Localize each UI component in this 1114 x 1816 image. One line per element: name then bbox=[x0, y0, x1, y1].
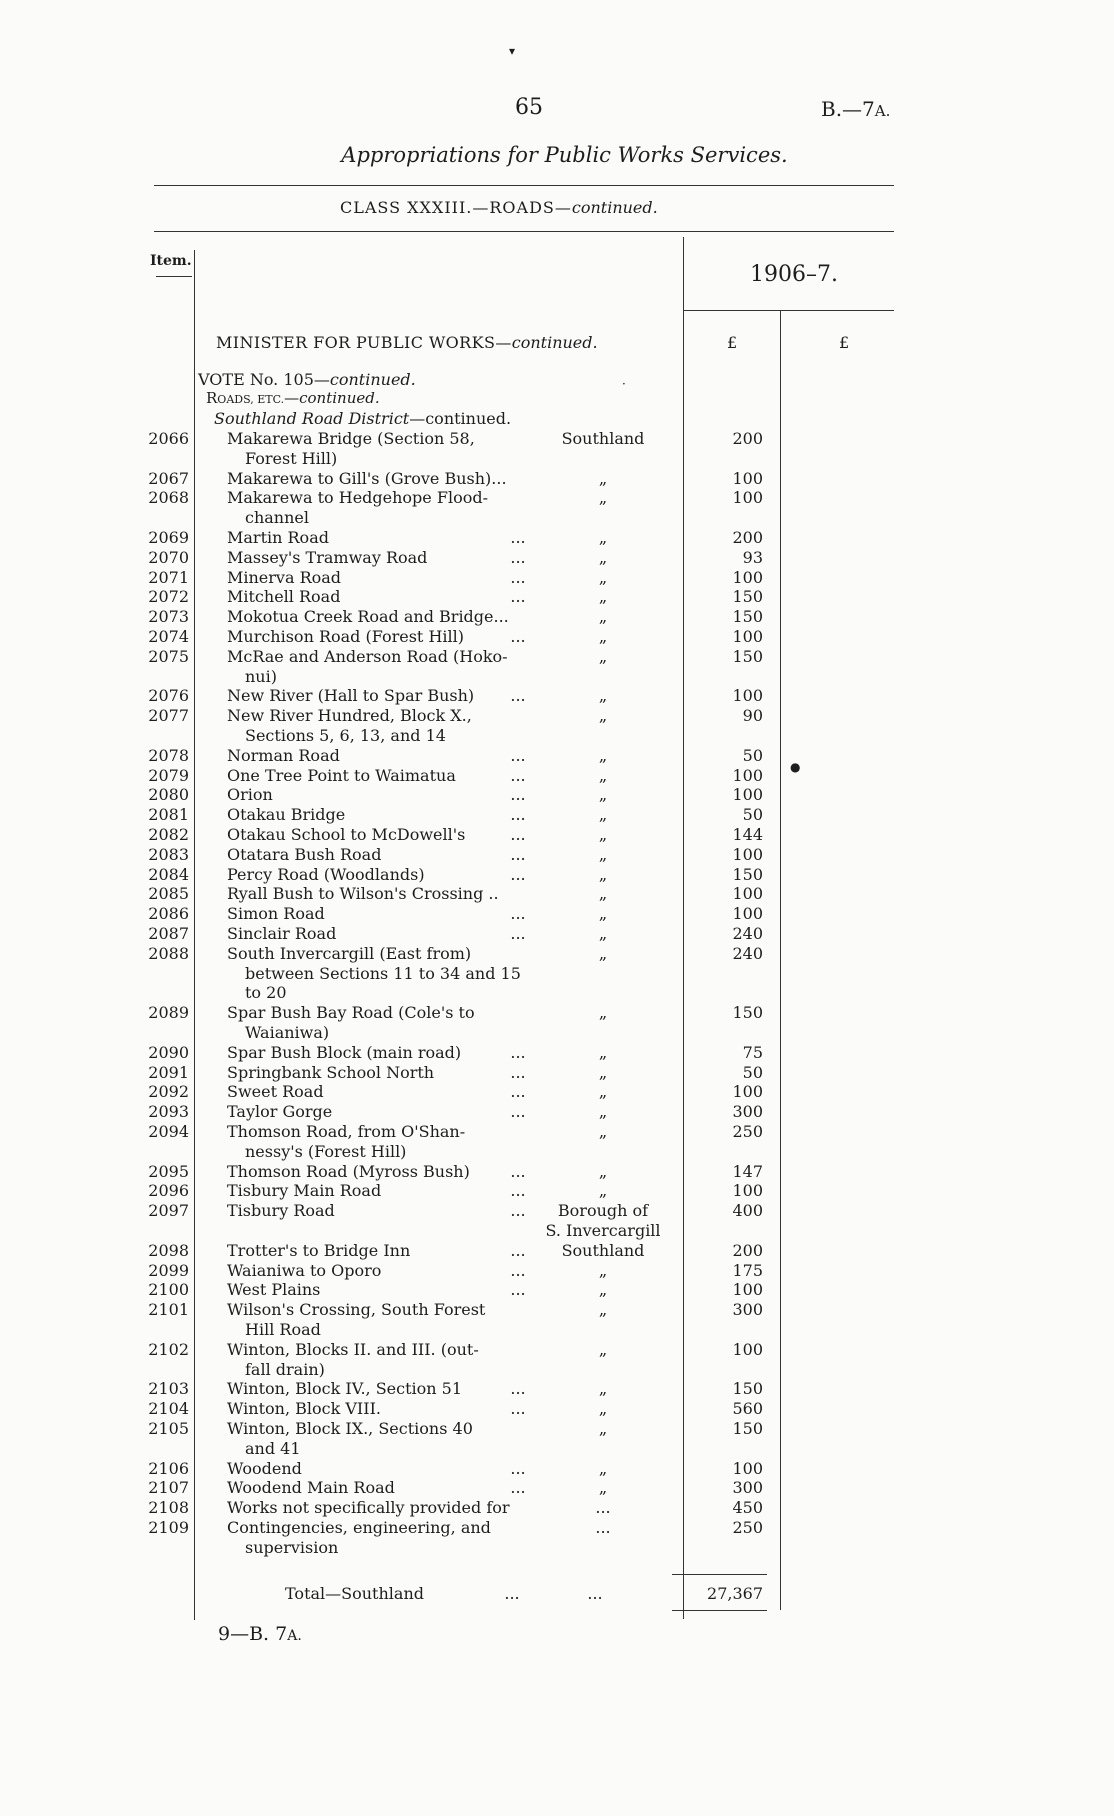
item-description bbox=[227, 528, 532, 548]
description-continuation: Sections 5, 6, 13, and 14 bbox=[245, 725, 446, 745]
leader-dots: ... bbox=[510, 1161, 526, 1181]
authority-name: „ bbox=[598, 943, 608, 963]
item-description bbox=[227, 568, 532, 588]
leader-dots: ... bbox=[510, 547, 526, 567]
item-description bbox=[227, 1201, 532, 1221]
item-number: 2106 bbox=[148, 1458, 189, 1478]
amount: 100 bbox=[732, 765, 763, 785]
year-column-header: 1906–7. bbox=[750, 262, 838, 287]
item-number: 2069 bbox=[148, 528, 189, 547]
item-number: 2099 bbox=[148, 1260, 189, 1280]
amount: 50 bbox=[742, 745, 763, 765]
authority-name: „ bbox=[598, 1042, 608, 1062]
amount: 100 bbox=[732, 1082, 763, 1102]
description-line: Simon Road bbox=[227, 904, 325, 924]
description-line: Winton, Block VIII. bbox=[227, 1399, 381, 1419]
item-description bbox=[227, 785, 532, 805]
amount: 147 bbox=[732, 1161, 763, 1181]
description-line: Tisbury Main Road bbox=[227, 1181, 382, 1201]
item-number: 2071 bbox=[148, 567, 189, 587]
description-line: Wilson's Crossing, South Forest bbox=[227, 1300, 486, 1320]
item-number: 2095 bbox=[148, 1161, 189, 1181]
item-number: 2080 bbox=[148, 785, 189, 805]
item-number: 2098 bbox=[148, 1240, 189, 1260]
leader-dots: ... bbox=[510, 1458, 526, 1478]
page-number: 65 bbox=[515, 95, 543, 120]
leader-dots: ... bbox=[510, 904, 526, 924]
item-number: 2088 bbox=[148, 943, 189, 963]
item-number: 2093 bbox=[148, 1102, 189, 1122]
description-line: Waianiwa to Oporo bbox=[227, 1260, 382, 1280]
amount: 240 bbox=[732, 924, 763, 943]
authority-name: „ bbox=[598, 1122, 608, 1141]
authority-name: „ bbox=[598, 765, 608, 785]
authority-name: „ bbox=[598, 1300, 608, 1320]
authority-name: „ bbox=[598, 864, 608, 884]
leader-dots: ... bbox=[510, 765, 526, 785]
district-heading: Southland Road District—continued. bbox=[214, 409, 512, 428]
amount: 250 bbox=[732, 1518, 763, 1537]
item-description bbox=[227, 845, 532, 865]
authority-name: „ bbox=[598, 468, 608, 488]
speck-mark: ▾ bbox=[509, 44, 516, 58]
description-continuation: supervision bbox=[245, 1537, 339, 1557]
item-number: 2084 bbox=[148, 864, 189, 884]
description-line: Trotter's to Bridge Inn bbox=[227, 1240, 411, 1260]
item-number: 2101 bbox=[148, 1300, 189, 1320]
description-line: Springbank School North bbox=[227, 1062, 435, 1082]
authority-name: „ bbox=[598, 646, 608, 666]
description-continuation: between Sections 11 to 34 and 15 to 20 bbox=[245, 963, 521, 1003]
speck-mark: · bbox=[622, 377, 626, 391]
item-description bbox=[227, 825, 532, 845]
item-number: 2074 bbox=[148, 627, 189, 646]
authority-name: Southland bbox=[561, 1240, 645, 1260]
amount: 100 bbox=[732, 488, 763, 508]
item-number: 2109 bbox=[148, 1518, 189, 1537]
description-line: Thomson Road, from O'Shan- bbox=[227, 1122, 466, 1141]
total-bottom-rule bbox=[672, 1610, 767, 1611]
item-description bbox=[227, 706, 532, 746]
item-number: 2076 bbox=[148, 686, 189, 706]
item-description bbox=[227, 1122, 532, 1162]
leader-dots: ... bbox=[510, 1240, 526, 1260]
item-number: 2085 bbox=[148, 884, 189, 904]
authority-name: „ bbox=[598, 528, 608, 547]
item-description bbox=[227, 1063, 532, 1083]
amount: 100 bbox=[732, 567, 763, 587]
description-line: Contingencies, engineering, and bbox=[227, 1518, 491, 1537]
description-line: Martin Road bbox=[227, 528, 329, 547]
description-line: Taylor Gorge bbox=[227, 1102, 333, 1122]
authority-name: „ bbox=[598, 1161, 608, 1181]
item-number: 2068 bbox=[148, 488, 189, 508]
leader-dots: ... bbox=[510, 864, 526, 884]
amount: 150 bbox=[732, 864, 763, 884]
leader-dots: ... bbox=[510, 825, 526, 844]
authority-name: „ bbox=[598, 1478, 608, 1498]
item-description bbox=[227, 1459, 532, 1479]
leader-dots: ... bbox=[510, 627, 526, 646]
description-line: Spar Bush Bay Road (Cole's to bbox=[227, 1003, 475, 1023]
description-line: South Invercargill (East from) bbox=[227, 943, 472, 963]
item-description bbox=[227, 746, 532, 766]
description-line: One Tree Point to Waimatua bbox=[227, 765, 456, 785]
description-continuation: Waianiwa) bbox=[245, 1022, 330, 1042]
description-line: Works not specifically provided for bbox=[227, 1498, 510, 1518]
description-line: Makarewa Bridge (Section 58, bbox=[227, 429, 475, 448]
second-amount-column-rule bbox=[780, 310, 781, 1610]
item-number: 2078 bbox=[148, 745, 189, 765]
item-number: 2082 bbox=[148, 825, 189, 844]
item-description bbox=[227, 607, 532, 627]
authority-name: „ bbox=[598, 825, 608, 844]
item-description bbox=[227, 865, 532, 885]
item-description bbox=[227, 587, 532, 607]
description-continuation: nessy's (Forest Hill) bbox=[245, 1141, 407, 1161]
leader-dots: ... bbox=[510, 1478, 526, 1498]
item-number: 2108 bbox=[148, 1498, 189, 1518]
item-description bbox=[227, 686, 532, 706]
item-number: 2107 bbox=[148, 1478, 189, 1498]
description-continuation: Forest Hill) bbox=[245, 448, 338, 468]
amount: 150 bbox=[732, 1379, 763, 1399]
authority-name: Borough of bbox=[557, 1201, 649, 1221]
description-line: New River (Hall to Spar Bush) bbox=[227, 686, 475, 706]
description-line: Spar Bush Block (main road) bbox=[227, 1042, 462, 1062]
rule-under-title bbox=[154, 185, 894, 186]
amount: 100 bbox=[732, 1280, 763, 1300]
authority-name: „ bbox=[598, 1102, 608, 1122]
item-description bbox=[227, 1399, 532, 1419]
total-dots: ... bbox=[504, 1584, 520, 1603]
authority-name: „ bbox=[598, 1062, 608, 1082]
item-description bbox=[227, 1300, 532, 1340]
item-description bbox=[227, 805, 532, 825]
item-column-header: Item. bbox=[150, 253, 192, 269]
amount: 100 bbox=[732, 1181, 763, 1201]
description-line: Mitchell Road bbox=[227, 587, 341, 607]
leader-dots: ... bbox=[510, 1260, 526, 1280]
leader-dots: ... bbox=[510, 1379, 526, 1399]
item-number: 2077 bbox=[148, 706, 189, 726]
description-line: Winton, Block IX., Sections 40 bbox=[227, 1419, 473, 1438]
authority-name: „ bbox=[598, 1458, 608, 1478]
leader-dots: ... bbox=[510, 1201, 526, 1221]
speck-mark: ● bbox=[790, 760, 801, 774]
amount: 250 bbox=[732, 1122, 763, 1141]
amount: 90 bbox=[742, 706, 763, 726]
item-description bbox=[227, 548, 532, 568]
item-number: 2091 bbox=[148, 1062, 189, 1082]
item-number: 2090 bbox=[148, 1042, 189, 1062]
amount: 100 bbox=[732, 1458, 763, 1478]
description-line: Makarewa to Gill's (Grove Bush)... bbox=[227, 468, 507, 488]
pound-sign-2: £ bbox=[839, 333, 850, 352]
total-label: Total—Southland bbox=[285, 1584, 424, 1603]
year-header-rule bbox=[684, 310, 894, 311]
vote-heading: VOTE No. 105—continued. bbox=[198, 370, 416, 389]
leader-dots: ... bbox=[510, 785, 526, 805]
authority-continuation: S. Invercargill bbox=[545, 1220, 661, 1240]
authority-name: „ bbox=[598, 607, 608, 627]
description-continuation: channel bbox=[245, 508, 309, 528]
description-continuation: and 41 bbox=[245, 1438, 301, 1458]
description-line: Otakau Bridge bbox=[227, 805, 346, 825]
amount: 100 bbox=[732, 785, 763, 805]
authority-name: „ bbox=[598, 627, 608, 646]
item-description bbox=[227, 1082, 532, 1102]
authority-name: „ bbox=[598, 805, 608, 825]
amount: 300 bbox=[732, 1102, 763, 1122]
item-number: 2066 bbox=[148, 429, 189, 448]
leader-dots: ... bbox=[510, 528, 526, 547]
item-description bbox=[227, 1478, 532, 1498]
authority-name: „ bbox=[598, 884, 608, 904]
amount: 100 bbox=[732, 686, 763, 706]
description-line: Tisbury Road bbox=[227, 1201, 335, 1221]
minister-heading: MINISTER FOR PUBLIC WORKS—continued. bbox=[216, 333, 598, 352]
item-description bbox=[227, 1498, 532, 1518]
item-description bbox=[227, 647, 532, 687]
item-description bbox=[227, 904, 532, 924]
description-line: Minerva Road bbox=[227, 567, 342, 587]
authority-name: „ bbox=[598, 785, 608, 805]
amount: 560 bbox=[732, 1399, 763, 1419]
description-line: Orion bbox=[227, 785, 273, 805]
authority-name: „ bbox=[598, 844, 608, 864]
item-header-rule bbox=[156, 276, 192, 277]
leader-dots: ... bbox=[510, 924, 526, 943]
item-number: 2067 bbox=[148, 468, 189, 488]
authority-name: „ bbox=[598, 547, 608, 567]
item-number: 2081 bbox=[148, 805, 189, 825]
item-number: 2072 bbox=[148, 587, 189, 607]
item-number: 2096 bbox=[148, 1181, 189, 1201]
leader-dots: ... bbox=[510, 587, 526, 607]
description-line: New River Hundred, Block X., bbox=[227, 706, 472, 726]
leader-dots: ... bbox=[510, 1082, 526, 1102]
amount: 144 bbox=[732, 825, 763, 844]
pound-sign-1: £ bbox=[727, 333, 738, 352]
item-number: 2100 bbox=[148, 1280, 189, 1300]
authority-name: „ bbox=[598, 1280, 608, 1300]
item-description bbox=[227, 884, 532, 904]
leader-dots: ... bbox=[510, 745, 526, 765]
leader-dots: ... bbox=[510, 1280, 526, 1300]
description-continuation: nui) bbox=[245, 666, 277, 686]
leader-dots: ... bbox=[510, 1102, 526, 1122]
item-description bbox=[227, 1241, 532, 1261]
item-description bbox=[227, 488, 532, 528]
item-number: 2079 bbox=[148, 765, 189, 785]
leader-dots: ... bbox=[510, 844, 526, 864]
description-line: Percy Road (Woodlands) bbox=[227, 864, 425, 884]
description-continuation: fall drain) bbox=[245, 1359, 325, 1379]
amount: 50 bbox=[742, 1062, 763, 1082]
class-heading: CLASS XXXIII.—ROADS—continued. bbox=[340, 198, 658, 217]
description-line: McRae and Anderson Road (Hoko- bbox=[227, 646, 508, 666]
amount: 175 bbox=[732, 1260, 763, 1280]
authority-name: „ bbox=[598, 904, 608, 924]
authority-name: „ bbox=[598, 1379, 608, 1399]
item-number: 2103 bbox=[148, 1379, 189, 1399]
item-number: 2104 bbox=[148, 1399, 189, 1419]
amount: 100 bbox=[732, 884, 763, 904]
authority-name: „ bbox=[598, 1003, 608, 1023]
amount: 150 bbox=[732, 1003, 763, 1023]
description-line: Sweet Road bbox=[227, 1082, 324, 1102]
item-number: 2083 bbox=[148, 844, 189, 864]
item-description bbox=[227, 1102, 532, 1122]
description-line: Sinclair Road bbox=[227, 924, 337, 943]
amount: 150 bbox=[732, 646, 763, 666]
description-line: Thomson Road (Myross Bush) bbox=[227, 1161, 470, 1181]
item-description bbox=[227, 469, 532, 489]
leader-dots: ... bbox=[510, 1181, 526, 1201]
item-number: 2097 bbox=[148, 1201, 189, 1221]
item-description bbox=[227, 1162, 532, 1182]
description-line: Otatara Bush Road bbox=[227, 844, 382, 864]
authority-name: „ bbox=[598, 686, 608, 706]
item-description bbox=[227, 924, 532, 944]
item-description bbox=[227, 1340, 532, 1380]
item-number: 2102 bbox=[148, 1339, 189, 1359]
amount: 200 bbox=[732, 1240, 763, 1260]
item-number: 2073 bbox=[148, 607, 189, 627]
authority-name: „ bbox=[598, 745, 608, 765]
leader-dots: ... bbox=[510, 1042, 526, 1062]
amount: 400 bbox=[732, 1201, 763, 1221]
item-description bbox=[227, 1419, 532, 1459]
total-authority: ... bbox=[587, 1584, 603, 1603]
description-line: Otakau School to McDowell's bbox=[227, 825, 466, 844]
description-line: Winton, Block IV., Section 51 bbox=[227, 1379, 463, 1399]
item-description bbox=[227, 1261, 532, 1281]
amount: 50 bbox=[742, 805, 763, 825]
amount: 200 bbox=[732, 429, 763, 448]
item-description bbox=[227, 766, 532, 786]
leader-dots: ... bbox=[510, 805, 526, 825]
item-description bbox=[227, 1181, 532, 1201]
description-line: Mokotua Creek Road and Bridge... bbox=[227, 607, 509, 627]
item-description bbox=[227, 627, 532, 647]
item-description bbox=[227, 944, 532, 1003]
amount: 100 bbox=[732, 627, 763, 646]
authority-name: „ bbox=[598, 488, 608, 508]
item-number: 2075 bbox=[148, 646, 189, 666]
amount: 93 bbox=[742, 547, 763, 567]
total-amount: 27,367 bbox=[707, 1584, 763, 1603]
item-number: 2070 bbox=[148, 547, 189, 567]
authority-name: „ bbox=[598, 706, 608, 726]
authority-name: „ bbox=[598, 567, 608, 587]
amount: 100 bbox=[732, 844, 763, 864]
authority-name: „ bbox=[598, 924, 608, 943]
leader-dots: ... bbox=[510, 1062, 526, 1082]
item-column-rule bbox=[194, 250, 195, 1620]
description-line: Massey's Tramway Road bbox=[227, 547, 428, 567]
description-line: Woodend bbox=[227, 1458, 302, 1478]
amount: 75 bbox=[742, 1042, 763, 1062]
amount: 100 bbox=[732, 904, 763, 924]
amount: 100 bbox=[732, 468, 763, 488]
description-line: Murchison Road (Forest Hill) bbox=[227, 627, 464, 646]
page-title: Appropriations for Public Works Services. bbox=[341, 143, 788, 167]
amount: 150 bbox=[732, 587, 763, 607]
description-line: Woodend Main Road bbox=[227, 1478, 395, 1498]
authority-name: „ bbox=[598, 1339, 608, 1359]
amount: 100 bbox=[732, 1339, 763, 1359]
signature-mark: 9—B. 7A. bbox=[218, 1623, 302, 1645]
amount: 300 bbox=[732, 1478, 763, 1498]
document-code: B.—7A. bbox=[821, 97, 891, 121]
item-number: 2089 bbox=[148, 1003, 189, 1023]
total-top-rule bbox=[672, 1574, 767, 1575]
authority-name: „ bbox=[598, 1399, 608, 1419]
description-continuation: Hill Road bbox=[245, 1319, 321, 1339]
leader-dots: ... bbox=[510, 686, 526, 706]
description-line: Winton, Blocks II. and III. (out- bbox=[227, 1339, 479, 1359]
item-number: 2092 bbox=[148, 1082, 189, 1102]
authority-name: „ bbox=[598, 1082, 608, 1102]
amount: 450 bbox=[732, 1498, 763, 1518]
authority-name: „ bbox=[598, 1419, 608, 1438]
amount: 240 bbox=[732, 943, 763, 963]
item-description bbox=[227, 1379, 532, 1399]
leader-dots: ... bbox=[510, 1399, 526, 1419]
description-line: Makarewa to Hedgehope Flood- bbox=[227, 488, 488, 508]
item-number: 2086 bbox=[148, 904, 189, 924]
authority-name: ... bbox=[595, 1498, 611, 1518]
item-description bbox=[227, 429, 532, 469]
description-line: West Plains bbox=[227, 1280, 321, 1300]
authority-name: „ bbox=[598, 1181, 608, 1201]
item-description bbox=[227, 1003, 532, 1043]
amount: 300 bbox=[732, 1300, 763, 1320]
item-description bbox=[227, 1043, 532, 1063]
item-description bbox=[227, 1280, 532, 1300]
leader-dots: ... bbox=[510, 567, 526, 587]
amount: 150 bbox=[732, 607, 763, 627]
item-number: 2094 bbox=[148, 1122, 189, 1141]
amount: 150 bbox=[732, 1419, 763, 1438]
item-number: 2105 bbox=[148, 1419, 189, 1438]
description-line: Norman Road bbox=[227, 745, 340, 765]
authority-name: „ bbox=[598, 1260, 608, 1280]
description-line: Ryall Bush to Wilson's Crossing .. bbox=[227, 884, 499, 904]
amount: 200 bbox=[732, 528, 763, 547]
item-description bbox=[227, 1518, 532, 1558]
rule-under-class bbox=[154, 231, 894, 232]
authority-name: „ bbox=[598, 587, 608, 607]
authority-name: Southland bbox=[561, 429, 645, 448]
roads-heading: ROADS, ETC.—continued. bbox=[206, 389, 380, 407]
authority-name: ... bbox=[595, 1518, 611, 1537]
item-number: 2087 bbox=[148, 924, 189, 943]
